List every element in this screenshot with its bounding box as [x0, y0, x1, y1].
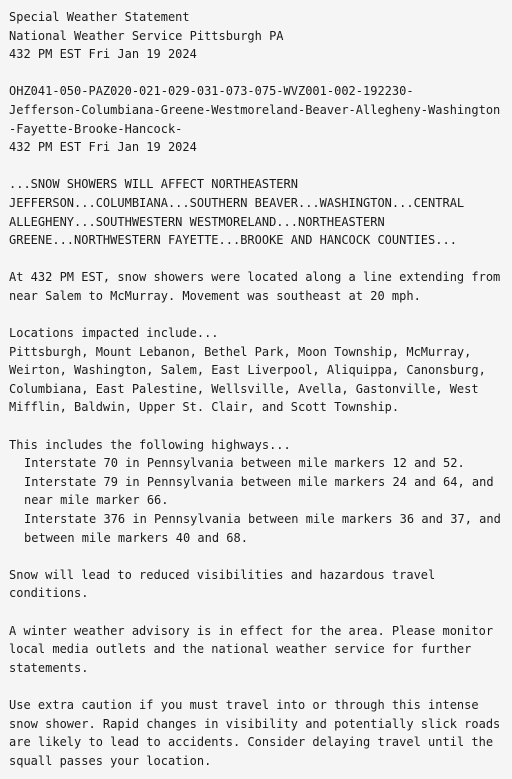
- highway-item: Interstate 79 in Pennsylvania between mile markers 24 and 64, and near mile marker 66.: [24, 474, 501, 508]
- issue-time: 432 PM EST Fri Jan 19 2024: [9, 47, 197, 62]
- spacer: [9, 547, 506, 566]
- statement-title: Special Weather Statement: [9, 10, 190, 24]
- ugc-zone-codes: OHZ041-050-PAZ020-021-029-031-073-075-WVZ001-002-192230-: [9, 84, 414, 99]
- spacer: [9, 250, 506, 269]
- zone-names: Jefferson-Columbiana-Greene-Westmoreland-Beaver-Allegheny-Washington-Fayette-Brooke-Hancock-: [9, 102, 501, 136]
- headline: ...SNOW SHOWERS WILL AFFECT NORTHEASTERN JEFFERSON...COLUMBIANA...SOUTHERN BEAVER...WASHINGTON...CENTRAL ALLEGHENY...SOUTHWESTERN WESTMORELAND...NORTHEASTERN GREENE...NORTHWESTERN FAYETTE...BROOKE AND HANCOCK COUNTIES...: [9, 177, 472, 248]
- spacer: [9, 677, 506, 696]
- situation-paragraph: At 432 PM EST, snow showers were located along a line extending from near Salem to McMurray. Movement was southeast at 20 mph.: [9, 270, 508, 303]
- locations-intro: Locations impacted include...: [9, 326, 219, 341]
- spacer: [9, 417, 506, 436]
- advisory-paragraph: A winter weather advisory is in effect for the area. Please monitor local media outlets and the national weather service for further statements.: [9, 623, 501, 675]
- spacer: [9, 64, 506, 83]
- caution-paragraph: Use extra caution if you must travel into or through this intense snow shower. Rapid changes in visibility and potentially slick roads are likely to lead to accidents. Consider delaying travel until the squall passes your location.: [9, 697, 508, 768]
- spacer: [9, 603, 506, 622]
- highway-item: Interstate 376 in Pennsylvania between mile markers 36 and 37, and between mile markers 40 and 68.: [24, 512, 509, 545]
- zone-issue-time: 432 PM EST Fri Jan 19 2024: [9, 140, 197, 155]
- highways-intro: This includes the following highways...: [9, 437, 291, 452]
- highway-item: Interstate 70 in Pennsylvania between mile markers 12 and 52.: [24, 456, 465, 471]
- impact-paragraph: Snow will lead to reduced visibilities and hazardous travel conditions.: [9, 567, 443, 601]
- spacer: [9, 157, 506, 176]
- locations-list: Pittsburgh, Mount Lebanon, Bethel Park, Moon Township, McMurray, Weirton, Washington, Salem, East Liverpool, Aliquippa, Canonsburg, Columbiana, East Palestine, Wellsville, Avella, Gastonville, West Mifflin, Baldwin, Upper St. Clair, and Scott Township.: [9, 344, 494, 415]
- issuing-office: National Weather Service Pittsburgh PA: [9, 28, 284, 43]
- spacer: [9, 306, 506, 325]
